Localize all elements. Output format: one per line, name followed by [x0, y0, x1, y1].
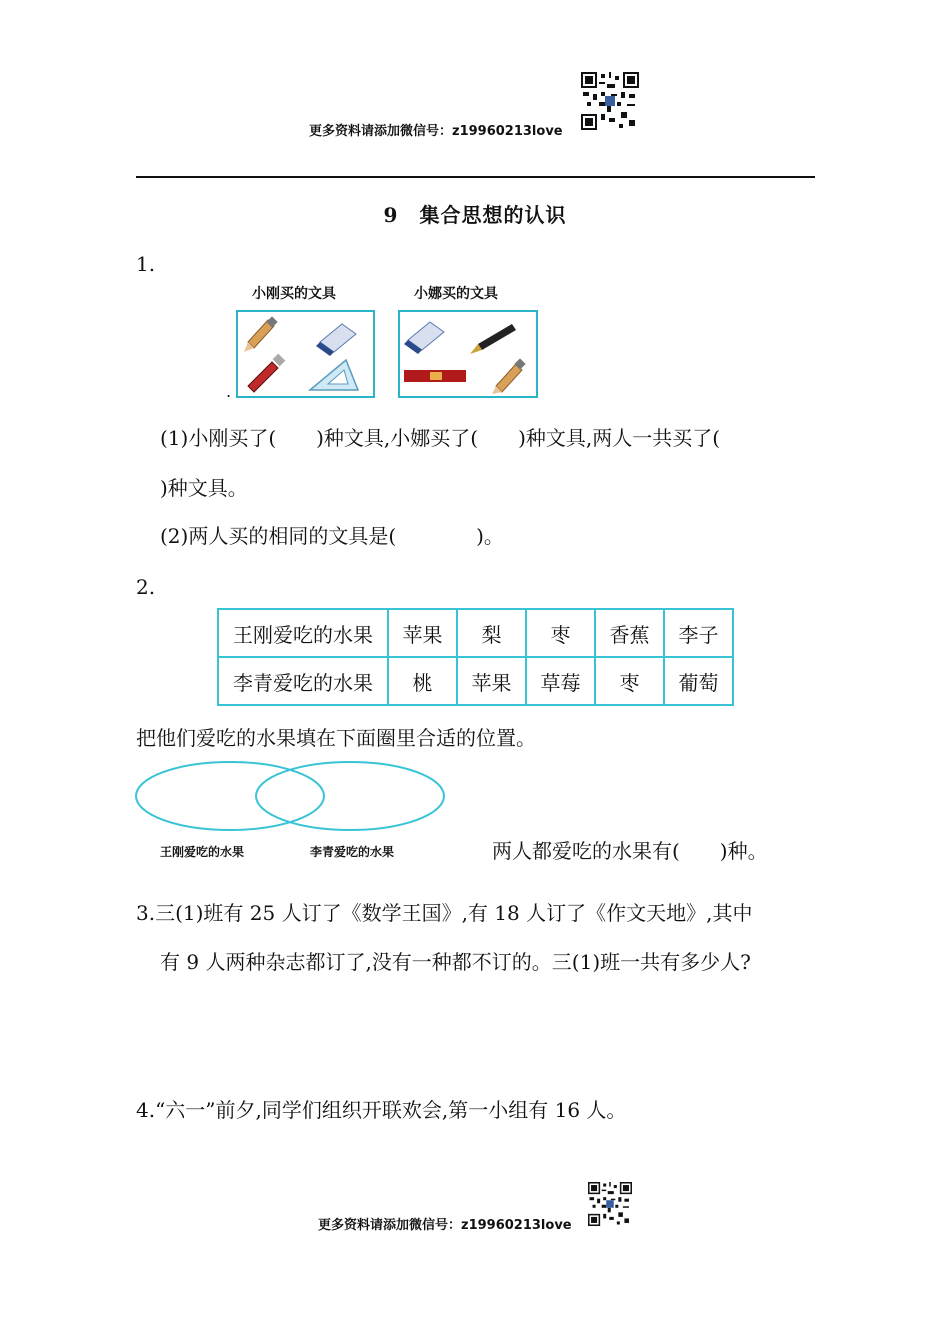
q1-line3: (2)两人买的相同的文具是( )。	[160, 524, 504, 548]
venn-left-label: 王刚爱吃的水果	[160, 845, 245, 859]
q3-line1: 3.三(1)班有 25 人订了《数学王国》,有 18 人订了《作文天地》,其中	[136, 901, 753, 925]
q4-line1: 4.“六一”前夕,同学们组织开联欢会,第一小组有 16 人。	[136, 1098, 627, 1122]
q1-box-left	[236, 310, 375, 398]
qr-code-icon	[581, 72, 639, 130]
table-cell: 苹果	[388, 609, 457, 657]
q2-instruction: 把他们爱吃的水果填在下面圈里合适的位置。	[136, 726, 536, 750]
page-title: 9 集合思想的认识	[383, 203, 567, 227]
fountain-pen-icon	[470, 324, 516, 354]
q3-line2: 有 9 人两种杂志都订了,没有一种都不订的。三(1)班一共有多少人?	[160, 950, 751, 974]
table-cell: 李子	[664, 609, 733, 657]
table-cell: 葡萄	[664, 657, 733, 705]
q2-answer: 两人都爱吃的水果有( )种。	[492, 839, 768, 863]
q1-line1: (1)小刚买了( )种文具,小娜买了( )种文具,两人一共买了(	[160, 426, 721, 450]
ruler-icon	[404, 370, 466, 382]
venn-left-circle	[136, 762, 324, 830]
table-cell: 桃	[388, 657, 457, 705]
venn-right-circle	[256, 762, 444, 830]
q1-box-right-label: 小娜买的文具	[414, 286, 498, 302]
q1-box-left-label: 小刚买的文具	[252, 286, 336, 302]
qr-code-icon	[588, 1182, 632, 1226]
table-cell: 李青爱吃的水果	[218, 657, 388, 705]
table-cell: 王刚爱吃的水果	[218, 609, 388, 657]
q1-dot: .	[226, 382, 232, 401]
pen-icon	[248, 354, 285, 392]
table-cell: 枣	[595, 657, 664, 705]
header-rule	[136, 176, 815, 178]
eraser-icon	[404, 322, 444, 354]
triangle-ruler-icon	[310, 360, 358, 390]
venn-diagram	[134, 760, 450, 836]
table-cell: 香蕉	[595, 609, 664, 657]
table-row	[218, 657, 733, 705]
table-cell: 枣	[526, 609, 595, 657]
table-cell: 梨	[457, 609, 526, 657]
venn-right-label: 李青爱吃的水果	[310, 845, 395, 859]
q1-box-right	[398, 310, 538, 398]
watermark-top: 更多资料请添加微信号：z19960213love	[309, 124, 563, 139]
fruit-table	[217, 608, 734, 706]
table-cell: 苹果	[457, 657, 526, 705]
q1-line2: )种文具。	[160, 476, 248, 500]
watermark-bottom: 更多资料请添加微信号：z19960213love	[318, 1218, 572, 1233]
q2-number: 2.	[136, 575, 156, 599]
table-row	[218, 609, 733, 657]
table-cell: 草莓	[526, 657, 595, 705]
q1-number: 1.	[136, 252, 156, 276]
eraser-icon	[316, 324, 356, 356]
pencil-icon	[492, 358, 526, 394]
pencil-icon	[244, 316, 278, 352]
